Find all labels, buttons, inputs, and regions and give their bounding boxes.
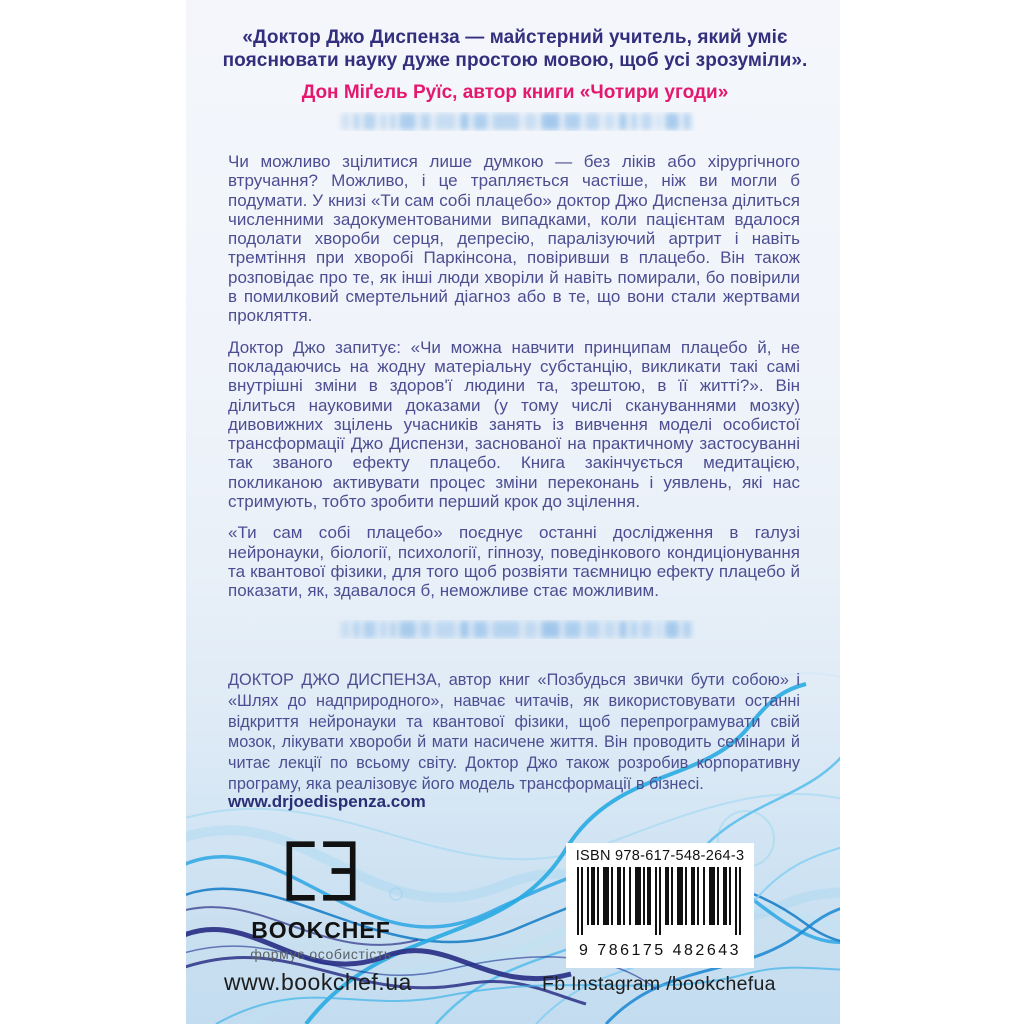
publisher-website-link: www.bookchef.ua <box>224 969 412 995</box>
social-handles: Fb Instagram /bookchefua <box>542 973 776 995</box>
blurred-series-band-top <box>248 112 784 131</box>
bookchef-logo-icon <box>282 840 360 902</box>
synopsis-paragraph: «Ти сам собі плацебо» поєднує останні дослідження в галузі нейронауки, біології, психології, гіпнозу, поведінкового кондиціонування та квантової фізики, для того щоб розвіяти таємницю ефекту плацебо й показати, як, здавалося б, неможливе стає можливим. <box>228 523 800 601</box>
isbn-barcode-box <box>566 843 754 968</box>
author-bio: ДОКТОР ДЖО ДИСПЕНЗА, автор книг «Позбудься звички бути собою» і «Шлях до надприродного», навчає читачів, як використовувати останні відкриття нейронауки та квантової фізики, щоб перепрограмувати свій мозок, лікувати хвороби й мати насичене життя. Він проводить семінари й читає лекції по всьому світу. Доктор Джо також розробив корпоративну програму, яка реалізовує його модель трансформації в бізнесі. <box>228 671 800 793</box>
synopsis-text <box>228 152 800 613</box>
author-website-link: www.drjoedispenza.com <box>228 792 426 811</box>
endorsement-attribution: Дон Міґель Руїс, автор книги «Чотири угоди» <box>301 82 729 103</box>
book-back-cover <box>186 0 840 1024</box>
synopsis-paragraph: Доктор Джо запитує: «Чи можна навчити принципам плацебо й, не покладаючись на жодну матеріальну субстанцію, викликати такі самі внутрішні зміни в здоров'ї людини та, зрештою, в її житті?». Він ділиться науковими доказами (у тому числі скануваннями мозку) дивовижних зцілень учасників занять із вивчення моделі особистої трансформації Джо Диспензи, заснованої на практичному застосуванні так званого ефекту плацебо. Книга закінчується медитацією, покликаною активувати процес зміни переконань і уявлень, які нас стримують, тобто зробити перший крок до зцілення. <box>228 337 800 512</box>
endorsement-quote: «Доктор Джо Диспенза — майстерний учитель, який уміє пояснювати науку дуже простою мовою, щоб усі зрозуміли». <box>222 27 808 71</box>
publisher-logo-block <box>232 840 410 962</box>
isbn-number: 9 786175 482643 <box>578 942 742 959</box>
blurred-series-band-middle <box>248 620 784 639</box>
synopsis-paragraph: Чи можливо зцілитися лише думкою — без ліків або хірургічного втручання? Можливо, і це трапляється частіше, ніж ви могли б подумати. У книзі «Ти сам собі плацебо» доктор Джо Диспенза ділиться численними задокументованими випадками, коли пацієнтам вдалося подолати хвороби серця, депресію, паралізуючий артрит і навіть тремтіння при хворобі Паркінсона, повіривши в плацебо. Він також розповідає про те, як інші люди хворіли й навіть помирали, бо повірили в помилковий смертельний діагноз або в те, що вони стали жертвами прокляття. <box>228 152 800 326</box>
barcode-icon <box>575 867 745 939</box>
isbn-label: ISBN 978-617-548-264-3 <box>575 848 745 864</box>
publisher-name: BOOKCHEF <box>251 917 391 943</box>
publisher-tagline: формує особистість <box>250 946 392 962</box>
